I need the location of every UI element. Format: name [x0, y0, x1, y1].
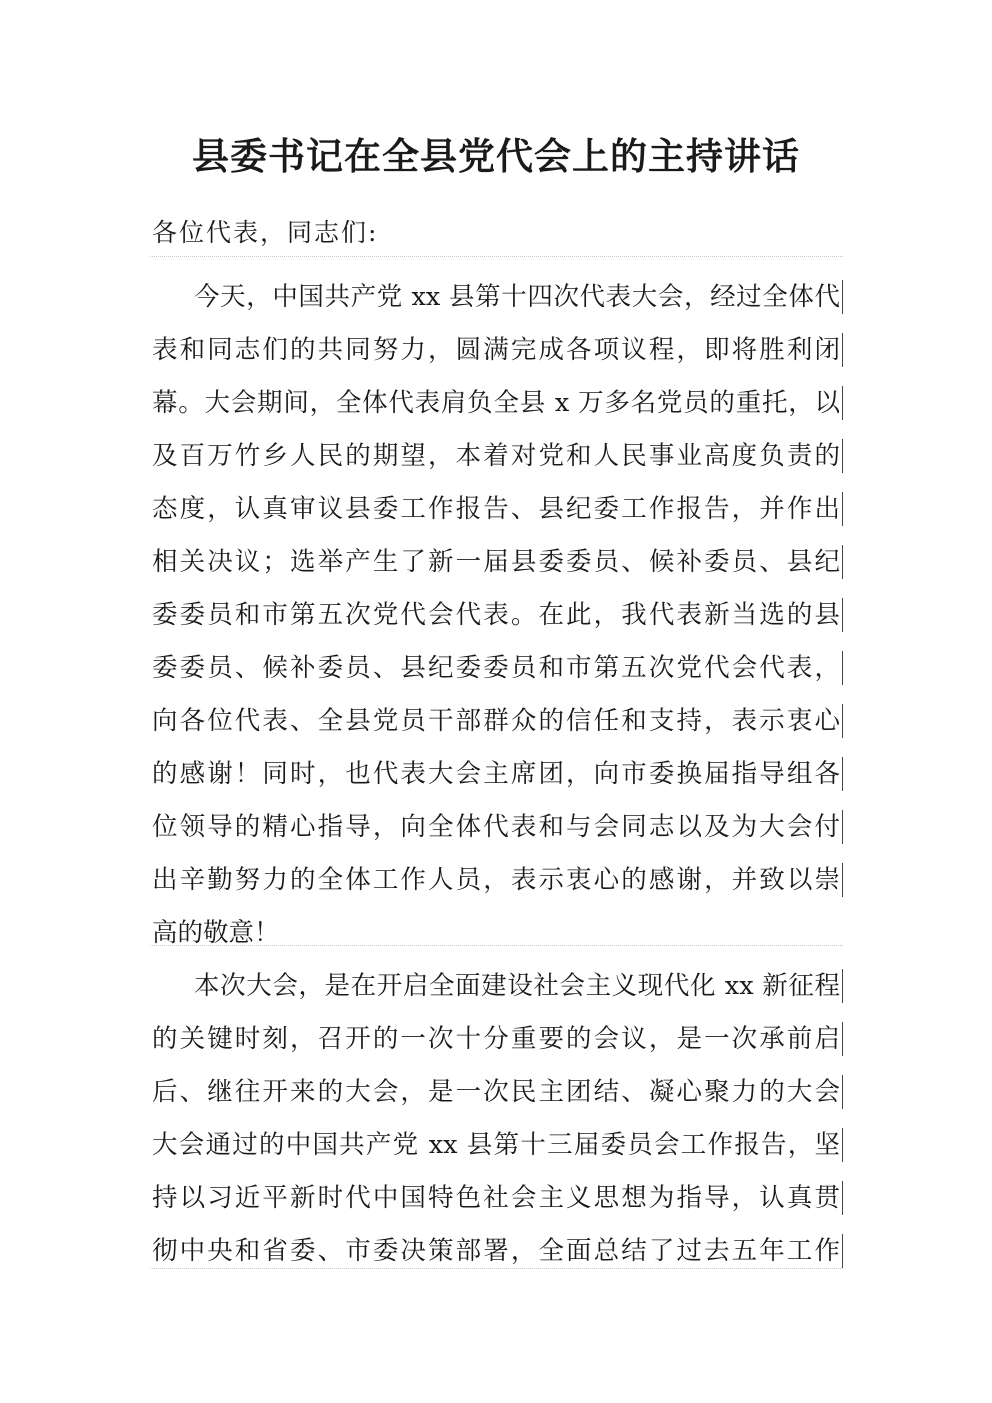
paragraph-line: 持以习近平新时代中国特色社会主义思想为指导，认真贯	[152, 1183, 840, 1213]
line-end-marker	[842, 969, 843, 1003]
line-end-marker	[842, 492, 843, 526]
line-end-marker	[842, 757, 843, 791]
line-end-marker	[842, 863, 843, 897]
line-end-marker	[842, 1234, 843, 1268]
line-end-marker	[842, 810, 843, 844]
line-end-marker	[842, 386, 843, 420]
paragraph-line: 委委员、候补委员、县纪委委员和市第五次党代会代表，	[152, 653, 840, 683]
line-end-marker	[842, 545, 843, 579]
paragraph-line: 向各位代表、全县党员干部群众的信任和支持，表示衷心	[152, 706, 840, 736]
line-end-marker	[842, 1022, 843, 1056]
line-end-marker	[842, 1181, 843, 1215]
line-end-marker	[842, 1128, 843, 1162]
line-end-marker	[842, 598, 843, 632]
line-end-marker	[842, 704, 843, 738]
line-end-marker	[842, 1075, 843, 1109]
line-end-marker	[842, 333, 843, 367]
paragraph-line: 相关决议；选举产生了新一届县委委员、候补委员、县纪	[152, 547, 840, 577]
paragraph-1	[150, 256, 843, 948]
paragraph-2	[150, 945, 843, 1269]
paragraph-line: 高的敬意！	[152, 918, 280, 948]
paragraph-line: 幕。大会期间，全体代表肩负全县 x 万多名党员的重托，以	[152, 388, 840, 418]
paragraph-line: 大会通过的中国共产党 xx 县第十三届委员会工作报告，坚	[152, 1130, 840, 1160]
line-end-marker	[842, 439, 843, 473]
paragraph-line: 后、继往开来的大会，是一次民主团结、凝心聚力的大会	[152, 1077, 840, 1107]
paragraph-line: 出辛勤努力的全体工作人员，表示衷心的感谢，并致以崇	[152, 865, 840, 895]
line-end-marker	[842, 280, 843, 314]
paragraph-line: 的感谢！同时，也代表大会主席团，向市委换届指导组各	[152, 759, 840, 789]
paragraph-line: 表和同志们的共同努力，圆满完成各项议程，即将胜利闭	[152, 335, 840, 365]
paragraph-line: 态度，认真审议县委工作报告、县纪委工作报告，并作出	[152, 494, 840, 524]
document-title: 县委书记在全县党代会上的主持讲话	[192, 134, 800, 178]
line-end-marker	[842, 651, 843, 685]
paragraph-line: 彻中央和省委、市委决策部署，全面总结了过去五年工作	[152, 1236, 840, 1266]
paragraph-line: 的关键时刻，召开的一次十分重要的会议，是一次承前启	[152, 1024, 840, 1054]
paragraph-line: 本次大会，是在开启全面建设社会主义现代化 xx 新征程	[194, 971, 840, 1001]
paragraph-line: 位领导的精心指导，向全体代表和与会同志以及为大会付	[152, 812, 840, 842]
paragraph-line: 及百万竹乡人民的期望，本着对党和人民事业高度负责的	[152, 441, 840, 471]
paragraph-line: 今天，中国共产党 xx 县第十四次代表大会，经过全体代	[194, 282, 840, 312]
paragraph-line: 委委员和市第五次党代会代表。在此，我代表新当选的县	[152, 600, 840, 630]
salutation: 各位代表，同志们:	[152, 218, 379, 247]
